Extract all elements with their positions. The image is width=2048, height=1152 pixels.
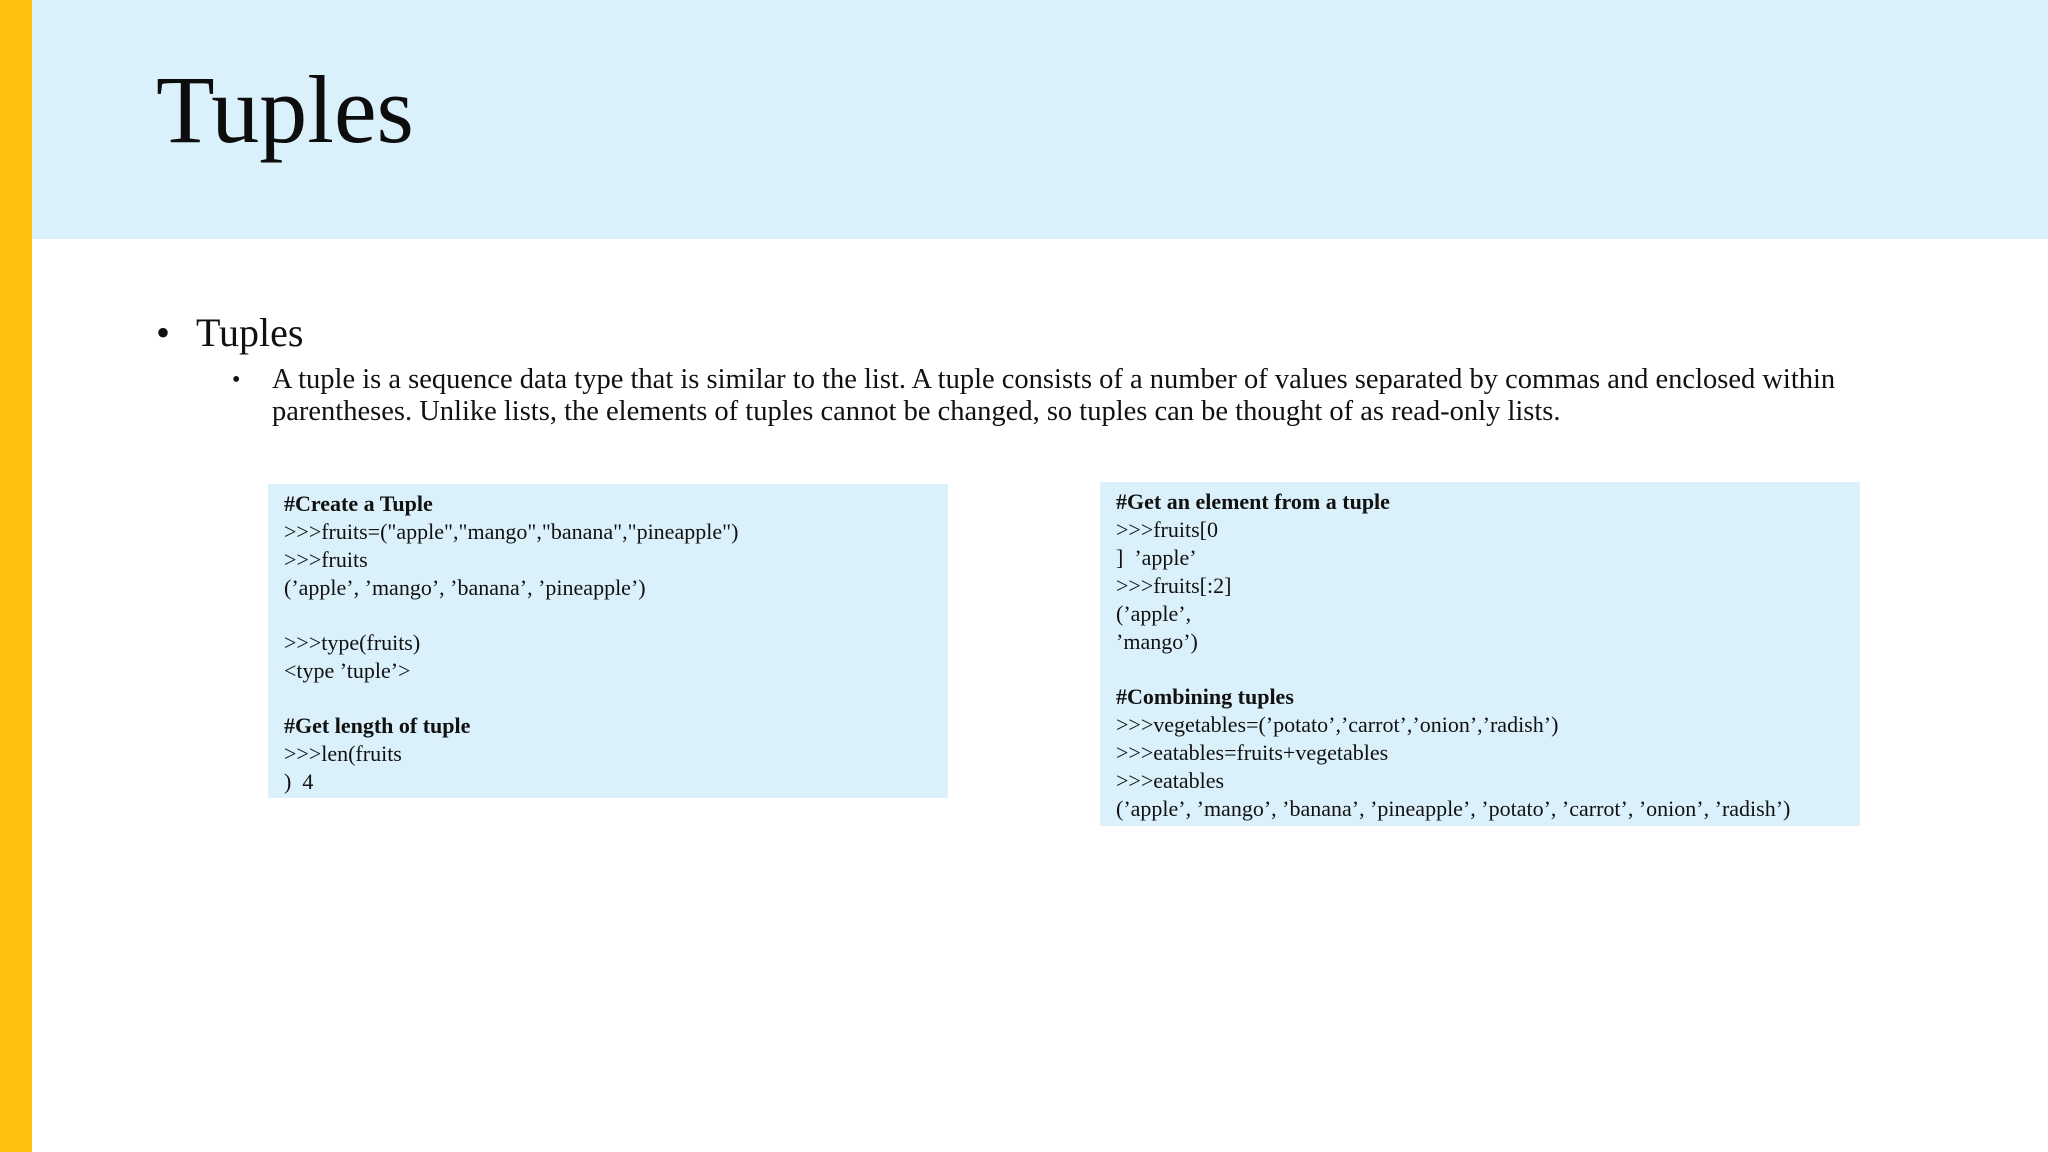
code-line: (’apple’, ’mango’, ’banana’, ’pineapple’, ’potato’, ’carrot’, ’onion’, ’radish’) — [1116, 796, 1791, 821]
slide-title: Tuples — [156, 56, 414, 163]
bullet-level2-text: A tuple is a sequence data type that is similar to the list. A tuple consists of a number of values separated by commas and enclosed within parentheses. Unlike lists, the elements of tuples cannot be changed, so tuples can be thought of as read-only lists. — [272, 364, 1836, 427]
accent-bar — [0, 0, 32, 1152]
code-line: >>>type(fruits) — [284, 630, 421, 655]
bullet-level1 — [156, 308, 303, 358]
code-comment: #Combining tuples — [1116, 684, 1294, 709]
bullet-level2 — [232, 364, 1852, 428]
code-line: ) 4 — [284, 769, 314, 794]
code-line: >>>fruits[0 — [1116, 517, 1218, 542]
code-line: (’apple’, ’mango’, ’banana’, ’pineapple’) — [284, 575, 646, 600]
code-comment: #Create a Tuple — [284, 491, 433, 516]
code-line: >>>eatables — [1116, 768, 1225, 793]
code-comment: #Get an element from a tuple — [1116, 489, 1390, 514]
code-box-tuple-access — [1100, 482, 1860, 826]
code-blank-line — [284, 685, 932, 712]
code-line: >>>fruits[:2] — [1116, 573, 1232, 598]
code-box-create-tuple — [268, 484, 948, 798]
code-line: >>>fruits — [284, 547, 368, 572]
code-line: >>>vegetables=(’potato’,’carrot’,’onion’,’radish’) — [1116, 712, 1559, 737]
code-line: >>>eatables=fruits+vegetables — [1116, 740, 1389, 765]
code-line: ] ’apple’ — [1116, 545, 1197, 570]
code-comment: #Get length of tuple — [284, 713, 471, 738]
bullet-dot-icon: • — [156, 310, 171, 355]
code-line: >>>len(fruits — [284, 741, 402, 766]
code-line: ’mango’) — [1116, 629, 1198, 654]
code-blank-line — [284, 602, 932, 629]
code-line: <type ’tuple’> — [284, 658, 411, 683]
code-line: (’apple’, — [1116, 601, 1192, 626]
bullet-level1-text: Tuples — [196, 310, 304, 355]
code-blank-line — [1116, 656, 1844, 683]
bullet-dot-icon: • — [232, 367, 241, 393]
code-line: >>>fruits=("apple","mango","banana","pineapple") — [284, 519, 739, 544]
